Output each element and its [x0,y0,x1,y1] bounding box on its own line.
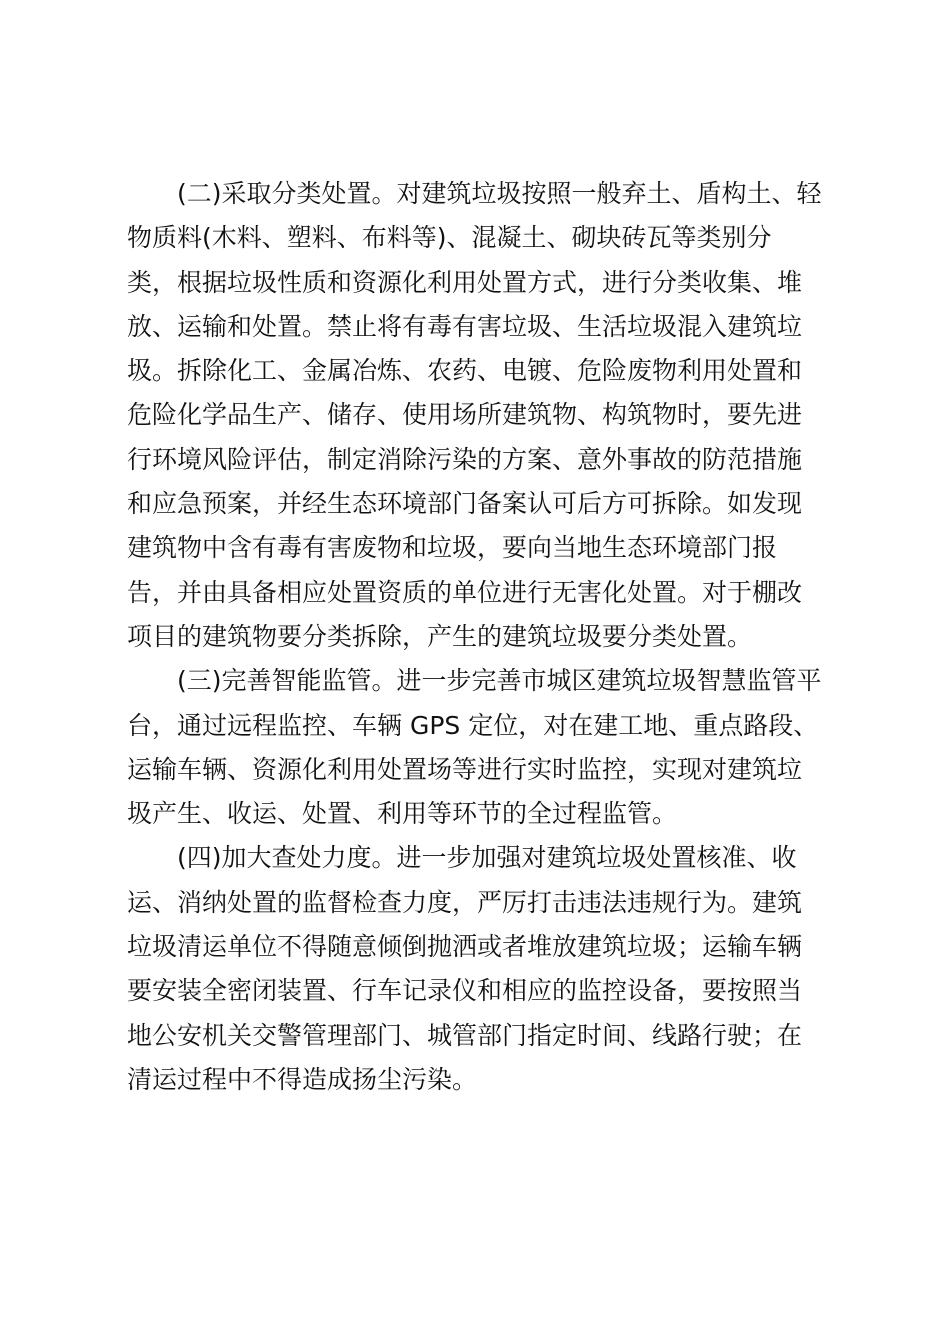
paragraph-4-line-3: 垃圾清运单位不得随意倾倒抛洒或者堆放建筑垃圾；运输车辆 [127,932,803,962]
paragraph-4-line-2: 运、消纳处置的监督检查力度，严厉打击违法违规行为。建筑 [127,887,803,917]
paragraph-4-line-4: 要安装全密闭装置、行车记录仪和相应的监控设备，要按照当 [127,976,803,1006]
paragraph-4-line-5: 地公安机关交警管理部门、城管部门指定时间、线路行驶；在 [127,1020,803,1050]
paragraph-2-line-3: 类，根据垃圾性质和资源化利用处置方式，进行分类收集、堆 [127,267,803,297]
body-text [127,172,831,1102]
paragraph-2-line-11: 项目的建筑物要分类拆除，产生的建筑垃圾要分类处置。 [127,621,753,651]
paragraph-2-line-4: 放、运输和处置。禁止将有毒有害垃圾、生活垃圾混入建筑垃 [127,311,803,341]
paragraph-2-line-6: 危险化学品生产、储存、使用场所建筑物、构筑物时，要先进 [127,400,803,430]
paragraph-4-line-1: (四)加大查处力度。进一步加强对建筑垃圾处置核准、收 [177,843,797,873]
paragraph-2-line-7: 行环境风险评估，制定消除污染的方案、意外事故的防范措施 [127,444,803,474]
paragraph-2-line-2: 物质料(木料、塑料、布料等)、混凝土、砌块砖瓦等类别分 [127,223,772,253]
paragraph-2-line-5: 圾。拆除化工、金属冶炼、农药、电镀、危险废物利用处置和 [127,356,803,386]
paragraph-2-line-9: 建筑物中含有毒有害废物和垃圾，要向当地生态环境部门报 [127,533,778,563]
paragraph-2-line-1: (二)采取分类处置。对建筑垃圾按照一般弃土、盾构土、轻 [177,179,822,208]
paragraph-3-line-3: 运输车辆、资源化利用处置场等进行实时监控，实现对建筑垃 [127,754,803,784]
paragraph-3-line-2: 台，通过远程监控、车辆 GPS 定位，对在建工地、重点路段、 [127,710,819,740]
paragraph-2-line-8: 和应急预案，并经生态环境部门备案认可后方可拆除。如发现 [127,489,803,519]
paragraph-3-line-4: 圾产生、收运、处置、利用等环节的全过程监管。 [127,799,678,829]
paragraph-3-line-1: (三)完善智能监管。进一步完善市城区建筑垃圾智慧监管平 [177,666,822,696]
paragraph-2-line-10: 告，并由具备相应处置资质的单位进行无害化处置。对于棚改 [127,577,803,607]
paragraph-4-line-6: 清运过程中不得造成扬尘污染。 [127,1064,478,1094]
